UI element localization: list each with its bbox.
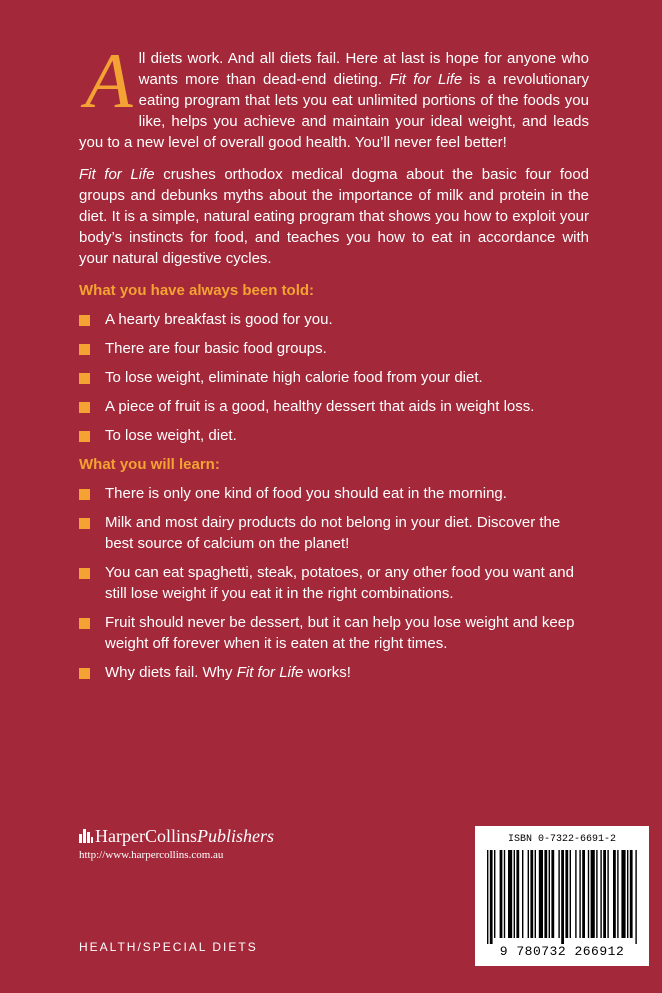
square-bullet-icon — [79, 668, 90, 679]
list-item: There are four basic food groups. — [79, 338, 589, 359]
list-item: There is only one kind of food you should eat in the morning. — [79, 483, 589, 504]
second-text: crushes orthodox medical dogma about the basic four food groups and debunks myths about the importance of milk and protein in the diet. It is a simple, natural eating program that shows you how to exploit your body’s instincts for food, and teaches you how to eat in accordance with your natural digestive cycles. — [79, 166, 590, 267]
intro-book-title: Fit for Life — [389, 71, 463, 88]
isbn-number: ISBN 0-7322-6691-2 — [507, 834, 617, 845]
list-item: To lose weight, eliminate high calorie food from your diet. — [79, 367, 589, 388]
publisher-block — [79, 826, 274, 861]
square-bullet-icon — [79, 618, 90, 629]
learn-heading: What you will learn: — [79, 456, 220, 473]
learn-list — [79, 483, 589, 683]
list-item: To lose weight, diet. — [79, 425, 589, 446]
publisher-name: HarperCollinsPublishers — [95, 826, 274, 846]
told-heading: What you have always been told: — [79, 282, 315, 299]
square-bullet-icon — [79, 344, 90, 355]
list-item: A piece of fruit is a good, healthy dessert that aids in weight loss. — [79, 396, 589, 417]
intro-paragraph — [79, 37, 589, 153]
publisher-url: http://www.harpercollins.com.au — [79, 849, 224, 861]
square-bullet-icon — [79, 518, 90, 529]
intro-text-end: is a revolutionary eating program that lets you eat unlimited portions of the foods you like, helps you achieve and maintain your ideal weight, and leads you to a new level of overall good health. You’ll never feel better! — [79, 71, 589, 151]
list-item: You can eat spaghetti, steak, potatoes, or any other food you want and still lose weight if you eat it in the right combinations. — [79, 562, 589, 604]
barcode-box — [475, 826, 649, 966]
drop-cap: A — [85, 37, 133, 124]
barcode-icon — [483, 850, 641, 944]
square-bullet-icon — [79, 489, 90, 500]
square-bullet-icon — [79, 402, 90, 413]
intro-text-start: ll diets work. And all diets fail. Here at last is hope for anyone who wants more than dead-end dieting. — [138, 50, 589, 88]
ean-number: 9 780732 266912 — [499, 944, 625, 959]
list-item: Why diets fail. Why Fit for Life works! — [79, 662, 589, 683]
category-label: HEALTH/SPECIAL DIETS — [79, 940, 258, 954]
square-bullet-icon — [79, 431, 90, 442]
list-item: Milk and most dairy products do not belong in your diet. Discover the best source of calcium on the planet! — [79, 512, 589, 554]
harpercollins-logo-icon — [79, 829, 93, 843]
square-bullet-icon — [79, 568, 90, 579]
cover-text — [79, 37, 590, 691]
list-item: A hearty breakfast is good for you. — [79, 309, 589, 330]
told-list — [79, 309, 589, 446]
second-paragraph — [79, 164, 589, 269]
square-bullet-icon — [79, 373, 90, 384]
list-item: Fruit should never be dessert, but it can help you lose weight and keep weight off forever when it is eaten at the right times. — [79, 612, 589, 654]
square-bullet-icon — [79, 315, 90, 326]
second-book-title: Fit for Life — [79, 166, 155, 183]
